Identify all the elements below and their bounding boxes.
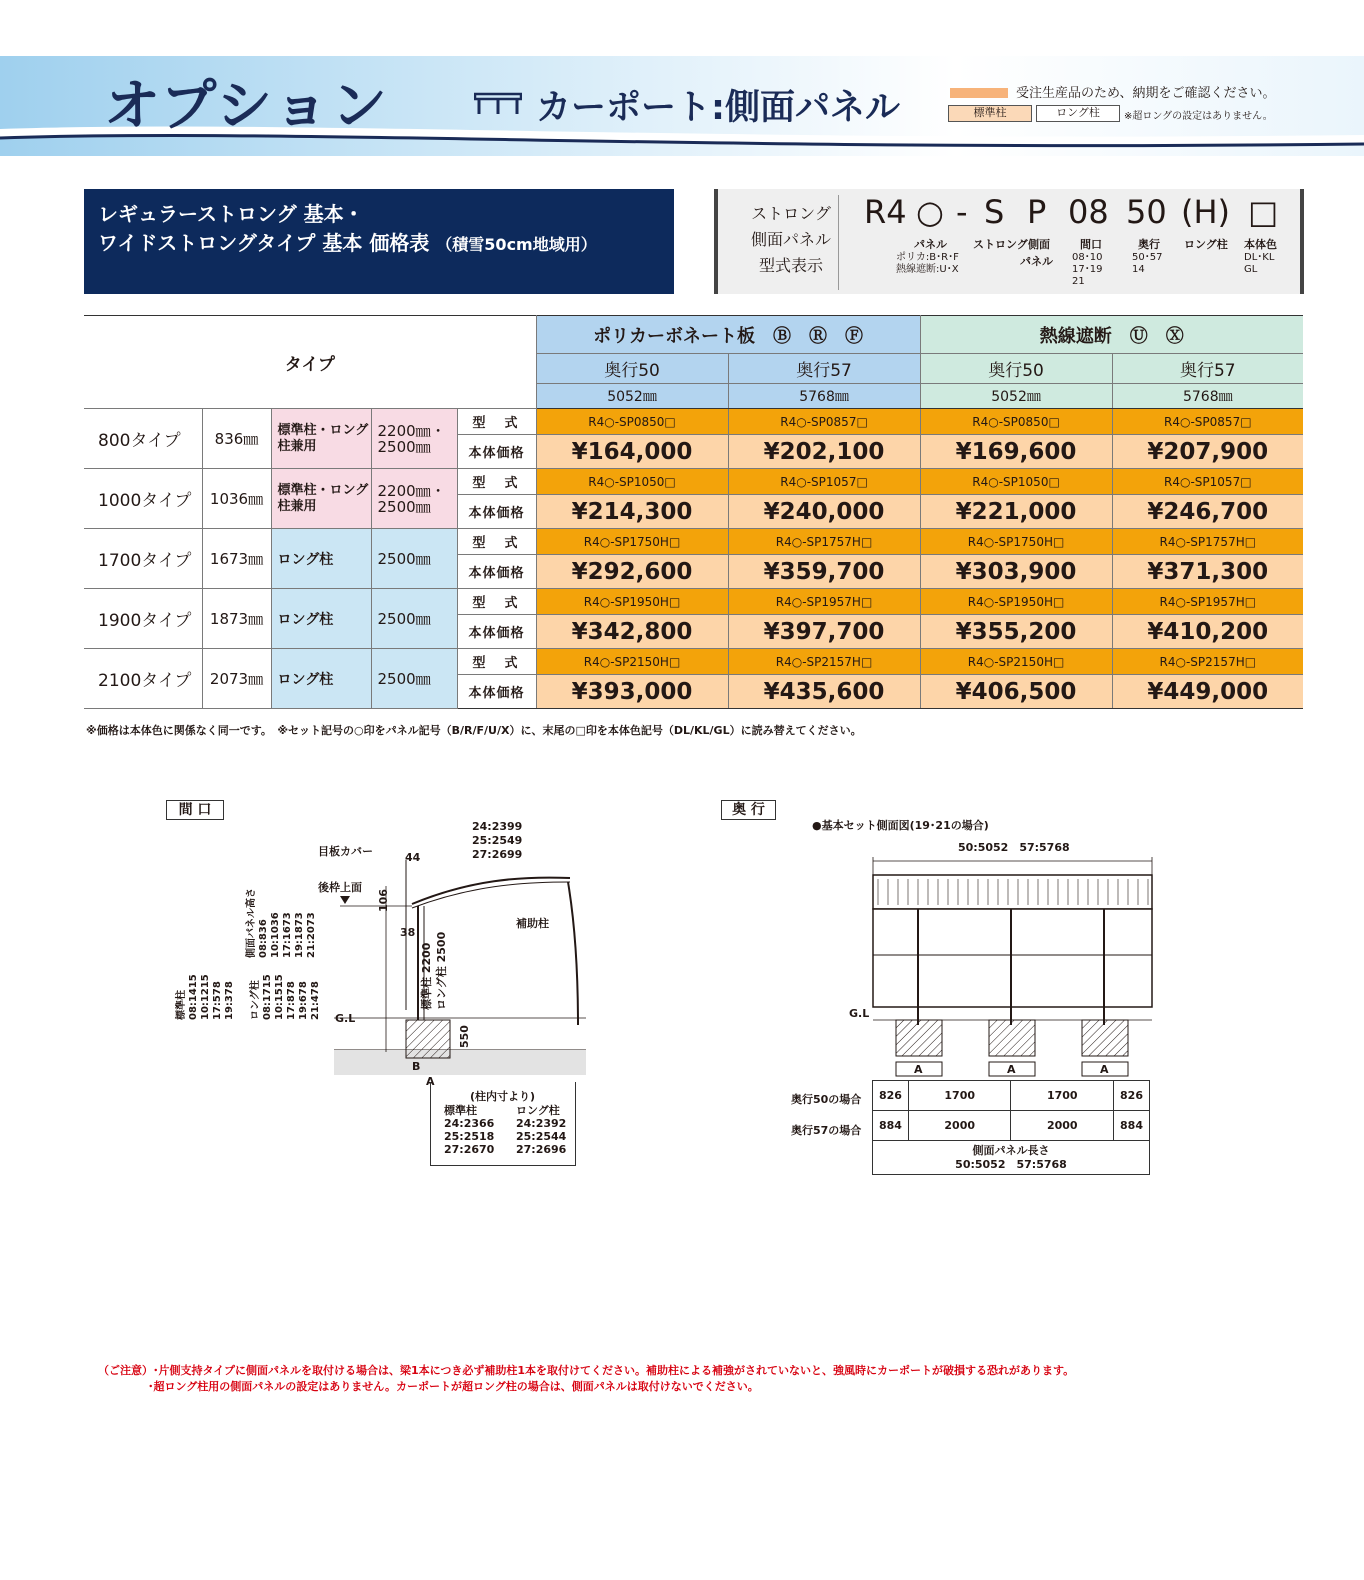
- model-code: R4○-SP1750H□: [920, 529, 1112, 555]
- dim-cell: 2000: [908, 1111, 1011, 1141]
- order-made-swatch: [950, 88, 1008, 98]
- type-width: 2073㎜: [202, 649, 271, 709]
- type-name: 2100タイプ: [84, 649, 202, 709]
- caution-note: （ご注意）･片側支持タイプに側面パネルを取付ける場合は、梁1本につき必ず補助柱1本を取付けてください。補助柱による補強がされていないと、強風時にカーポートが破損する恐れがあります。 ･超ロング柱用の側面パネルの設定はありません。カーポートが超ロング柱の場合は、側面パネルは取付けないでください。: [98, 1364, 1075, 1393]
- post-height: 2500㎜: [371, 529, 457, 589]
- inner-std-list: [444, 1104, 494, 1156]
- side-dims-table: 826 1700 1700 826 884 2000 2000 884 側面パネル長さ 50:5052 57:5768: [872, 1080, 1150, 1175]
- price: ¥292,600: [536, 555, 728, 589]
- model-code: R4○-SP0857□: [728, 409, 920, 435]
- price-table-title: [84, 189, 674, 294]
- type-name: 800タイプ: [84, 409, 202, 469]
- code-panel: ○: [916, 193, 944, 231]
- carport-icon: [474, 92, 522, 116]
- std-post-list: [176, 974, 236, 1020]
- dim-cell: 1700: [908, 1081, 1011, 1111]
- model-code: R4○-SP2150H□: [536, 649, 728, 675]
- model-code: R4○-SP1950H□: [536, 589, 728, 615]
- code-long: (H): [1181, 193, 1231, 231]
- title-line2: ワイドストロングタイプ 基本 価格表 （積雪50cm地域用）: [98, 231, 597, 255]
- price: ¥221,000: [920, 495, 1112, 529]
- model-label: 型 式: [457, 469, 536, 495]
- depth-label: 奥行50: [920, 354, 1112, 384]
- dim-cell: 826: [1114, 1081, 1150, 1111]
- dim-text: 24:2392: [516, 1117, 567, 1130]
- type-name: 1000タイプ: [84, 469, 202, 529]
- depth-mm: 5052㎜: [920, 384, 1112, 409]
- model-code: R4○-SP2150H□: [920, 649, 1112, 675]
- dim-text: 10:1036: [270, 912, 281, 958]
- aux-post-label: 補助柱: [516, 917, 549, 930]
- dim-text: 19:1873: [294, 912, 305, 958]
- rear-frame-label: 後枠上面: [318, 881, 362, 894]
- model-code: R4○-SP1057□: [1112, 469, 1303, 495]
- page-title: オプション: [104, 74, 389, 139]
- model-code: R4○-SP1957H□: [728, 589, 920, 615]
- post-height: 2500㎜: [371, 649, 457, 709]
- type-width: 1873㎜: [202, 589, 271, 649]
- page-subtitle: カーポート:側面パネル: [536, 88, 900, 128]
- dim-text: 10:1515: [274, 974, 285, 1020]
- legend-super-long-note: ※超ロングの設定はありません。: [1124, 111, 1273, 122]
- model-code: R4○-SP1950H□: [920, 589, 1112, 615]
- post-height: 2200㎜・2500㎜: [371, 409, 457, 469]
- dim-text: 21:478: [310, 981, 321, 1020]
- post-type: 標準柱・ロング柱兼用: [271, 409, 371, 469]
- post-type: ロング柱: [271, 649, 371, 709]
- price: ¥164,000: [536, 435, 728, 469]
- code-p: P: [1027, 193, 1047, 231]
- price: ¥303,900: [920, 555, 1112, 589]
- dim-text: 17:1673: [282, 912, 293, 958]
- header-heat-shield: 熱線遮断 Ⓤ Ⓧ: [920, 316, 1303, 354]
- dim-text: 標準柱: [176, 990, 187, 1020]
- header-polycarbonate: ポリカーボネート板 Ⓑ Ⓡ Ⓕ: [536, 316, 920, 354]
- price: ¥449,000: [1112, 675, 1303, 709]
- price: ¥169,600: [920, 435, 1112, 469]
- price: ¥393,000: [536, 675, 728, 709]
- type-name: 1700タイプ: [84, 529, 202, 589]
- caption-side2: パネル: [1020, 255, 1053, 268]
- model-label: 型 式: [457, 409, 536, 435]
- price: ¥207,900: [1112, 435, 1303, 469]
- code-dash: -: [956, 193, 968, 231]
- price: ¥342,800: [536, 615, 728, 649]
- depth-label: 奥行50: [536, 354, 728, 384]
- dim-text: 25:2518: [444, 1130, 495, 1143]
- model-label: 型 式: [457, 649, 536, 675]
- model-label: 型 式: [457, 589, 536, 615]
- header-type: タイプ: [84, 316, 536, 409]
- price: ¥371,300: [1112, 555, 1303, 589]
- dim-text: 17:578: [212, 981, 223, 1020]
- model-code: R4○-SP2157H□: [728, 649, 920, 675]
- price: ¥246,700: [1112, 495, 1303, 529]
- price: ¥397,700: [728, 615, 920, 649]
- code-color: □: [1248, 193, 1279, 231]
- model-code: R4○-SP1050□: [536, 469, 728, 495]
- caption-width: 間口: [1080, 238, 1102, 251]
- table-note: ※価格は本体色に関係なく同一です。 ※セット記号の○印をパネル記号（B/R/F/U/X）に、末尾の□印を本体色記号（DL/KL/GL）に読み替えてください。: [86, 724, 862, 737]
- price: ¥359,700: [728, 555, 920, 589]
- front-box-label: 間 口: [166, 800, 224, 820]
- price-label: 本体価格: [457, 435, 536, 469]
- depth-mm: 5052㎜: [536, 384, 728, 409]
- price-table: [84, 315, 1303, 709]
- dim-text: ロング柱: [516, 1104, 560, 1117]
- legend-standard-post: 標準柱: [948, 105, 1032, 122]
- inner-long-list: [516, 1104, 566, 1156]
- post-type: 標準柱・ロング柱兼用: [271, 469, 371, 529]
- dim-text: 08:1715: [262, 974, 273, 1020]
- dim-text: 08:1415: [188, 974, 199, 1020]
- price: ¥214,300: [536, 495, 728, 529]
- legend-long-post: ロング柱: [1036, 105, 1120, 122]
- dim-cell: 2000: [1011, 1111, 1114, 1141]
- price-label: 本体価格: [457, 675, 536, 709]
- dim-text: 27:2696: [516, 1143, 567, 1156]
- post-type: ロング柱: [271, 589, 371, 649]
- title-line1: レギュラーストロング 基本・: [98, 202, 364, 226]
- model-code: R4○-SP1757H□: [728, 529, 920, 555]
- code-r4: R4: [864, 193, 907, 231]
- type-width: 1673㎜: [202, 529, 271, 589]
- model-code: R4○-SP1757H□: [1112, 529, 1303, 555]
- long-post-list: [250, 974, 322, 1020]
- type-width: 1036㎜: [202, 469, 271, 529]
- side-caption: ●基本セット側面図(19･21の場合): [812, 819, 989, 832]
- caption-strong: ストロング: [973, 238, 1028, 251]
- legend-note: 受注生産品のため、納期をご確認ください。: [1016, 86, 1276, 101]
- model-code: R4○-SP0850□: [536, 409, 728, 435]
- cover-label: 目板カバー: [318, 845, 373, 858]
- dim-text: 10:1215: [200, 974, 211, 1020]
- dim-text: 27:2670: [444, 1143, 495, 1156]
- model-code-box: ストロング 側面パネル 型式表示 R4 ○ - S P 08 50 (H) □ パネル ストロング 側面 パネル 間口 奥行 ロング柱 本体色 ポリカ:B･R･F 熱線遮断:U･X 08･10 17･19 21 50･57 14 DL･KL GL: [714, 189, 1304, 294]
- caption-color: 本体色: [1244, 238, 1277, 251]
- type-width: 836㎜: [202, 409, 271, 469]
- dim-text: 19:678: [298, 981, 309, 1020]
- dim-text: 21:2073: [306, 912, 317, 958]
- side-panel-height-list: [246, 888, 318, 958]
- post-type: ロング柱: [271, 529, 371, 589]
- model-code: R4○-SP0857□: [1112, 409, 1303, 435]
- price-label: 本体価格: [457, 555, 536, 589]
- post-height: 2500㎜: [371, 589, 457, 649]
- caption-panel: パネル: [914, 238, 947, 251]
- caption-long: ロング柱: [1184, 238, 1228, 251]
- dim-cell: 884: [1114, 1111, 1150, 1141]
- code-depth: 50: [1126, 193, 1167, 231]
- model-code: R4○-SP1750H□: [536, 529, 728, 555]
- depth-label: 奥行57: [1112, 354, 1303, 384]
- caption-side: 側面: [1028, 238, 1050, 251]
- side-drawing: [848, 855, 1158, 1080]
- price: ¥410,200: [1112, 615, 1303, 649]
- dim-text: 17:878: [286, 981, 297, 1020]
- dim-cell: 884: [873, 1111, 909, 1141]
- side-box-label: 奥 行: [721, 800, 776, 820]
- price: ¥355,200: [920, 615, 1112, 649]
- depth-mm: 5768㎜: [1112, 384, 1303, 409]
- dim-cell: 1700: [1011, 1081, 1114, 1111]
- price-label: 本体価格: [457, 615, 536, 649]
- dim-text: 側面パネル高さ: [246, 888, 257, 958]
- price: ¥240,000: [728, 495, 920, 529]
- depth-label: 奥行57: [728, 354, 920, 384]
- post-height: 2200㎜・2500㎜: [371, 469, 457, 529]
- caption-depth: 奥行: [1138, 238, 1160, 251]
- dim-text: ロング柱: [250, 980, 261, 1020]
- dim-text: 標準柱: [444, 1104, 477, 1117]
- depth-mm: 5768㎜: [728, 384, 920, 409]
- dim-text: 08:836: [258, 919, 269, 958]
- model-code-label: ストロング 側面パネル 型式表示: [750, 204, 831, 275]
- dim-text: 25:2544: [516, 1130, 567, 1143]
- model-code: R4○-SP2157H□: [1112, 649, 1303, 675]
- price: ¥406,500: [920, 675, 1112, 709]
- model-label: 型 式: [457, 529, 536, 555]
- dim-text: 24:2366: [444, 1117, 495, 1130]
- model-code: R4○-SP1957H□: [1112, 589, 1303, 615]
- price: ¥435,600: [728, 675, 920, 709]
- model-code: R4○-SP1057□: [728, 469, 920, 495]
- code-width: 08: [1068, 193, 1109, 231]
- price: ¥202,100: [728, 435, 920, 469]
- model-code: R4○-SP0850□: [920, 409, 1112, 435]
- price-label: 本体価格: [457, 495, 536, 529]
- code-s: S: [984, 193, 1005, 231]
- dim-cell: 826: [873, 1081, 909, 1111]
- dim-text: 19:378: [224, 981, 235, 1020]
- type-name: 1900タイプ: [84, 589, 202, 649]
- model-code: R4○-SP1050□: [920, 469, 1112, 495]
